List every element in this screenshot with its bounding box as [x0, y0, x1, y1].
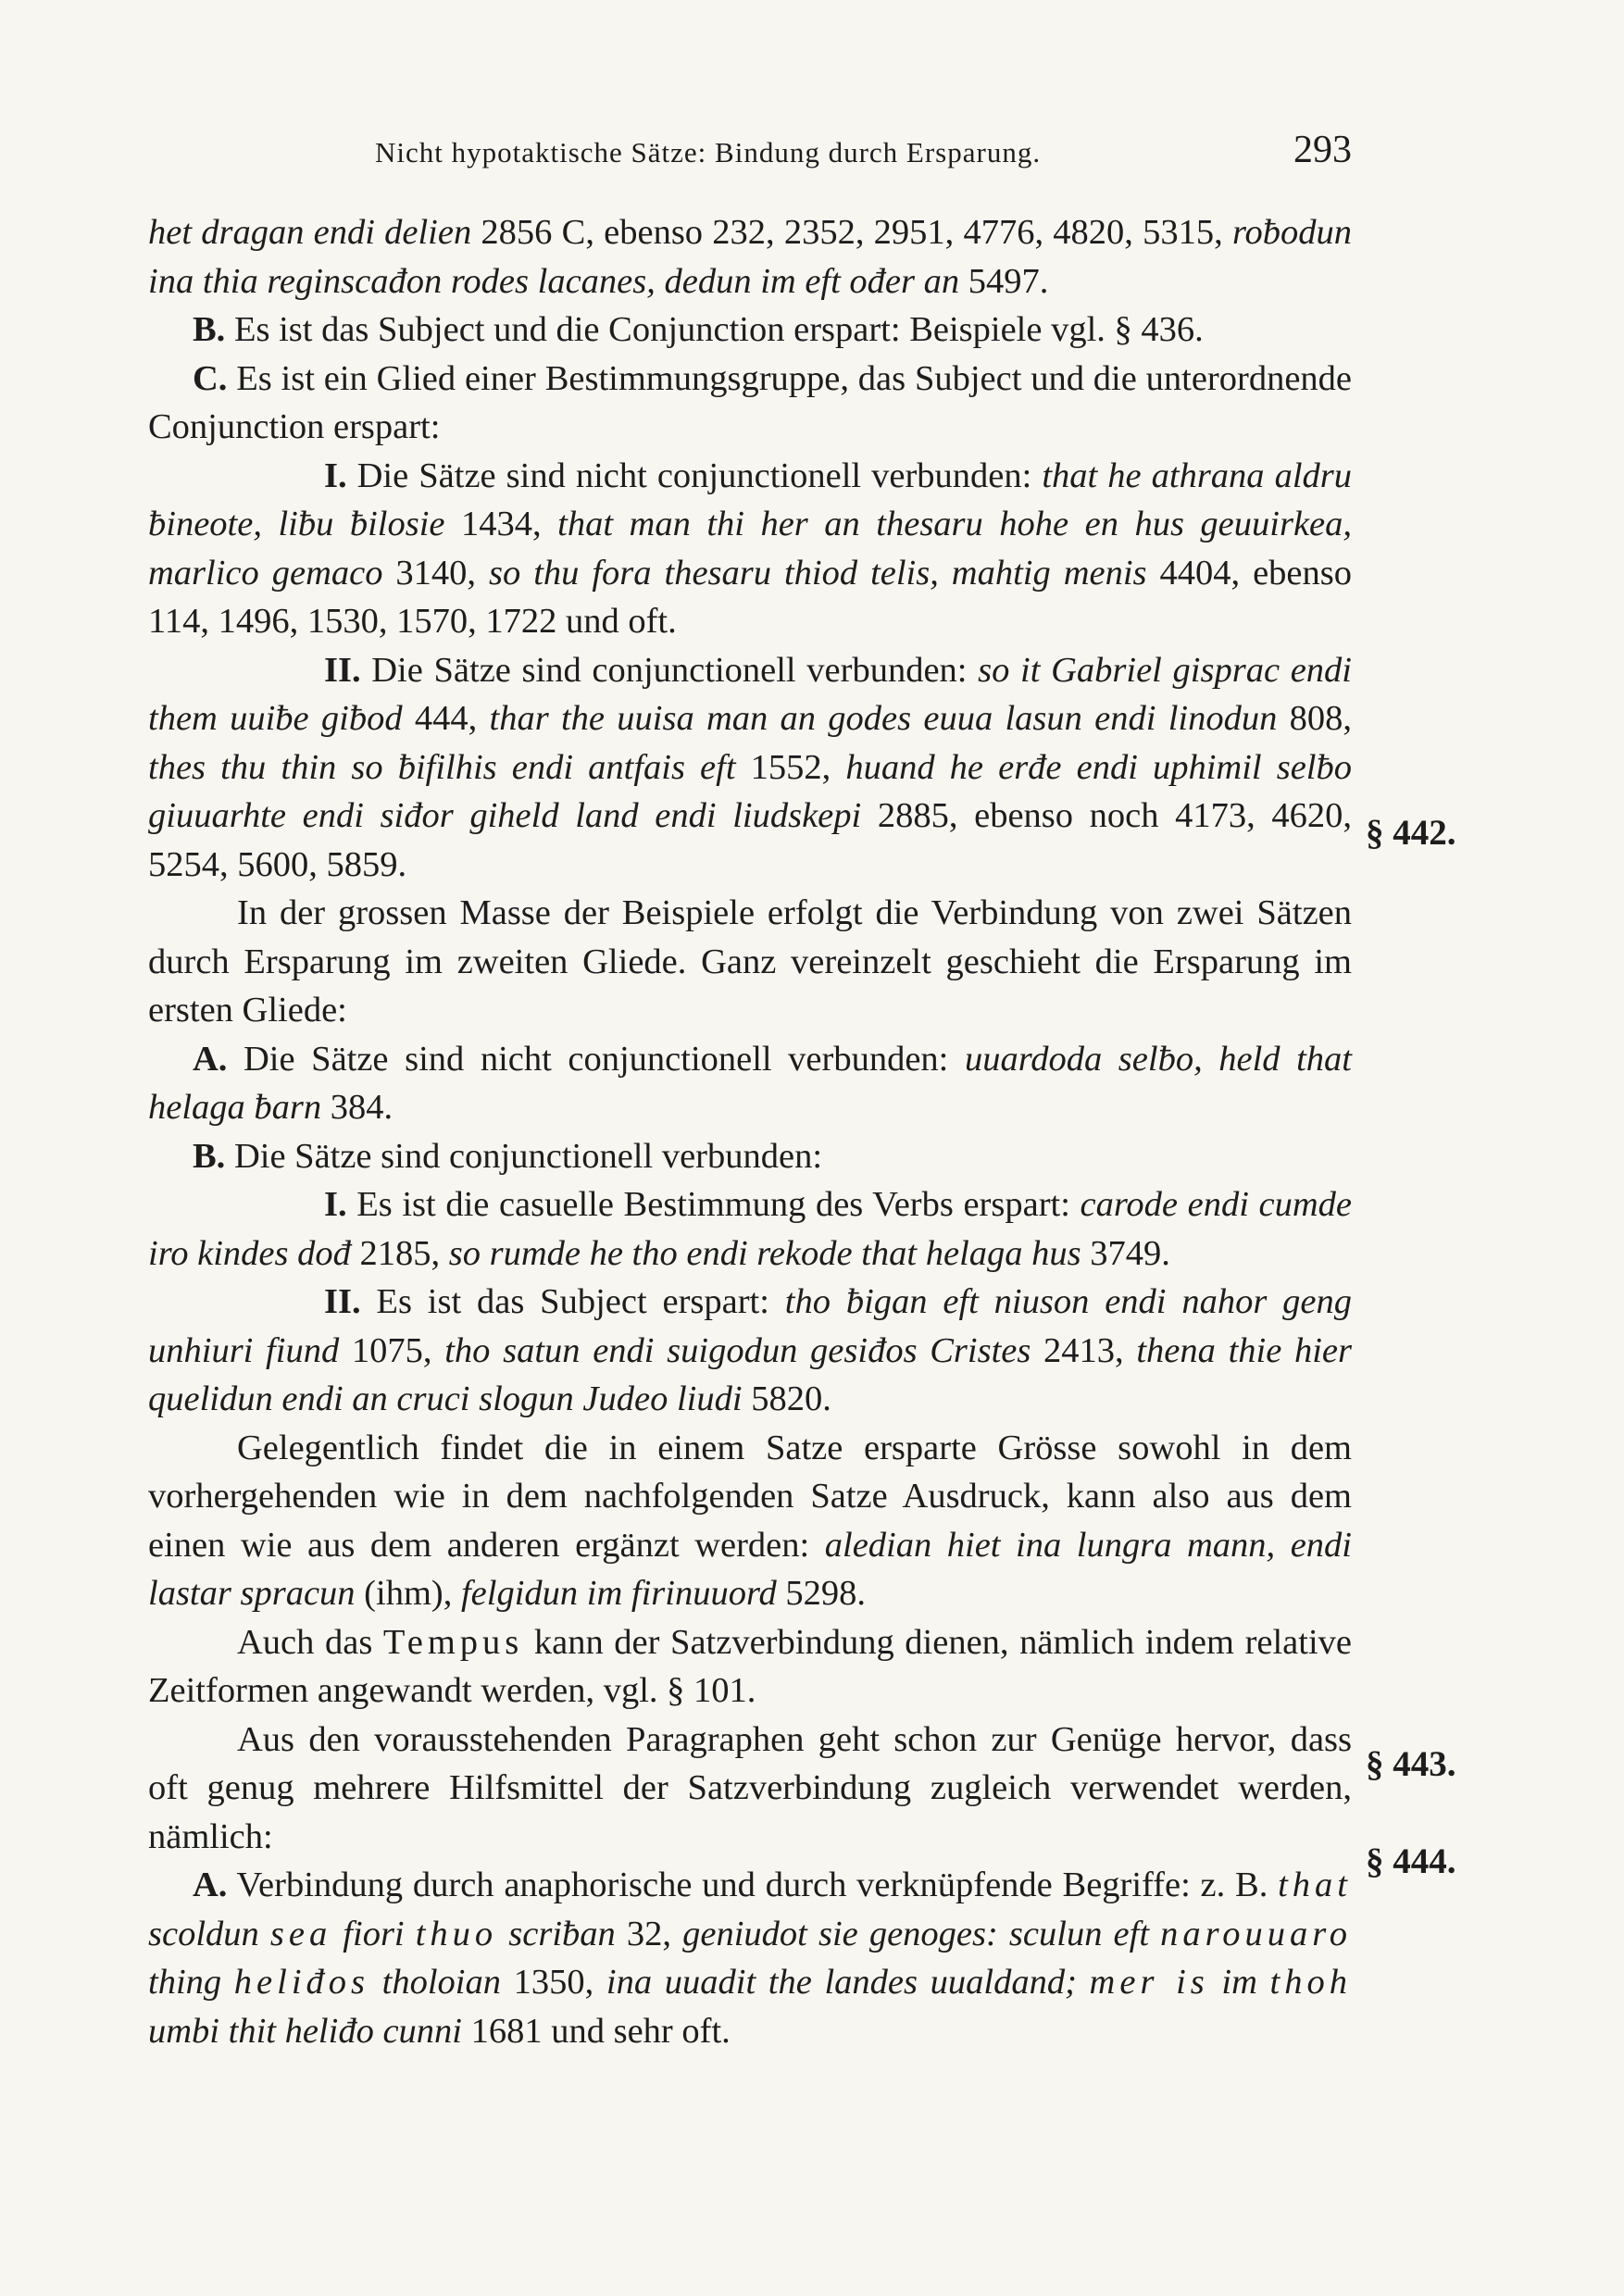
running-head: Nicht hypotaktische Sätze: Bindung durch Ersparung.	[375, 136, 1042, 168]
paragraph-442-b-i: I. Es ist die casuelle Bestimmung des Verbs erspart: carode endi cumde iro kindes dođ 2185, so rumde he tho endi rekode that helaga hus 3749.	[148, 1185, 1352, 1273]
section-marker-444: § 444.	[1366, 1841, 1456, 1881]
paragraph-c-ii: II. Die Sätze sind conjunctionell verbunden: so it Gabriel gisprac endi them uuiƀe giƀod 444, thar the uuisa man an godes euua lasun endi linodun 808, thes thu thin so ƀifilhis endi antfais eft 1552, huand he erđe endi uphimil selƀo giuuarhte endi siđor giheld land endi liudskepi 2885, ebenso noch 4173, 4620, 5254, 5600, 5859.	[148, 650, 1352, 884]
section-marker-443: § 443.	[1366, 1744, 1456, 1784]
paragraph-444-a: A. Verbindung durch anaphorische und durch verknüpfende Begriffe: z. B. that scoldun sea fiori thuo scriƀan 32, geniudot sie genoges: sculun eft narouuaro thing heliđos tholoian 1350, ina uuadit the landes uualdand; mer is im thoh umbi thit heliđo cunni 1681 und sehr oft.	[148, 1866, 1352, 2051]
section-marker-442: § 442.	[1366, 813, 1456, 853]
paragraph-gelegentlich: Gelegentlich findet die in einem Satze ersparte Grösse sowohl in dem vorhergehenden wie in dem nachfolgenden Satze Ausdruck, kann also aus dem einen wie aus dem anderen ergänzt werden: aledian hiet ina lungra mann, endi lastar spracun (ihm), felgidun im firinuuord 5298.	[148, 1428, 1352, 1613]
paragraph-a-continuation: het dragan endi delien 2856 C, ebenso 232, 2352, 2951, 4776, 4820, 5315, roƀodun ina thia reginscađon rodes lacanes, dedun im eft ođer an 5497.	[148, 213, 1353, 301]
page-header	[148, 128, 1352, 172]
paragraph-444: Aus den vorausstehenden Paragraphen geht schon zur Genüge hervor, dass oft genug mehrere Hilfsmittel der Satzverbindung zugleich verwendet werden, nämlich:	[148, 1719, 1352, 1856]
page-number: 293	[1293, 129, 1352, 171]
body-text	[148, 208, 1352, 2055]
paragraph-c: C. Es ist ein Glied einer Bestimmungsgruppe, das Subject und die unterordnende Conjunction erspart:	[148, 358, 1352, 446]
paragraph-442: In der grossen Masse der Beispiele erfolgt die Verbindung von zwei Sätzen durch Ersparung im zweiten Gliede. Ganz vereinzelt geschieht die Ersparung im ersten Gliede:	[148, 893, 1352, 1029]
paragraph-442-b: B. Die Sätze sind conjunctionell verbunden:	[193, 1136, 823, 1176]
paragraph-442-a: A. Die Sätze sind nicht conjunctionell verbunden: uuardoda selƀo, held that helaga ƀarn 384.	[148, 1039, 1352, 1127]
paragraph-442-b-ii: II. Es ist das Subject erspart: tho ƀigan eft niuson endi nahor geng unhiuri fiund 1075, tho satun endi suigodun gesiđos Cristes 2413, thena thie hier quelidun endi an cruci slogun Judeo liudi 5820.	[148, 1282, 1352, 1418]
paragraph-b: B. Es ist das Subject und die Conjunction erspart: Beispiele vgl. § 436.	[193, 310, 1204, 349]
paragraph-c-i: I. Die Sätze sind nicht conjunctionell verbunden: that he athrana aldru ƀineote, liƀu ƀilosie 1434, that man thi her an thesaru hohe en hus geuuirkea, marlico gemaco 3140, so thu fora thesaru thiod telis, mahtig menis 4404, ebenso 114, 1496, 1530, 1570, 1722 und oft.	[148, 455, 1353, 641]
paragraph-443: Auch das Tempus kann der Satzverbindung dienen, nämlich indem relative Zeitformen angewandt werden, vgl. § 101.	[148, 1622, 1352, 1710]
